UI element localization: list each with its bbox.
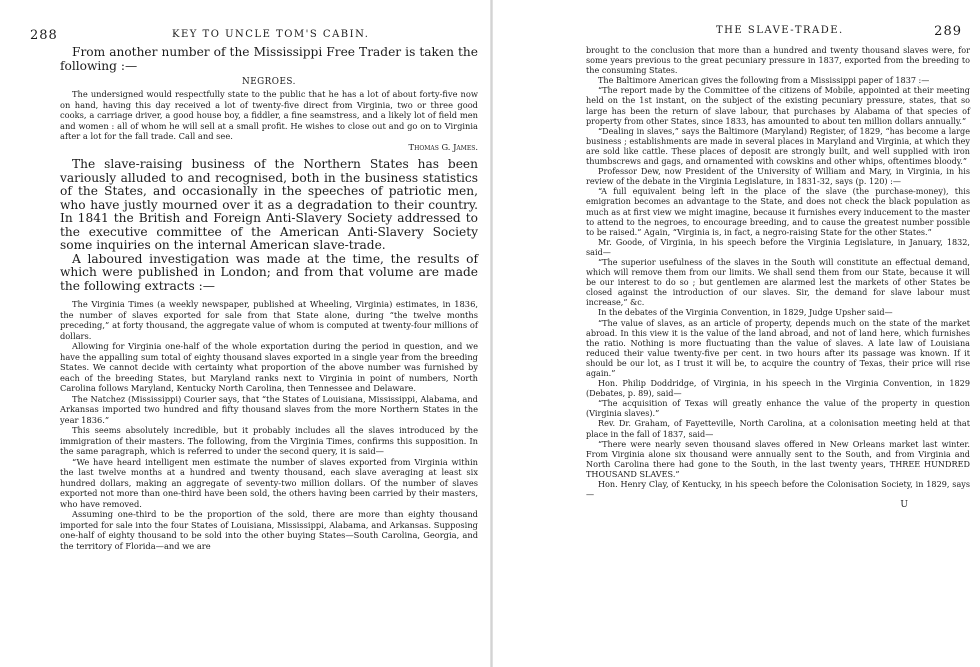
body-paragraph-2: A laboured investigation was made at the time, the results of which were published in London; and from that volume are made the following extracts :— <box>60 251 478 293</box>
right-paragraph-6: “A full equivalent being left in the place of the slave (the purchase-money), this emigration becomes an advantage to the State, and does not check the black population as much as at first view we might imagine, because it furnishes every inducement to the master to attend to the negroes, to encourage breeding, and to cause the greatest number possible to be raised.” Again, “Virginia is, in fact, a negro-raising State for the other States.” <box>586 186 970 237</box>
right-paragraph-8: “The superior usefulness of the slaves in the South will constitute an effectual demand, which will remove them from our limits. We shall send them from our State, because it will be our interest to do so ; but gentlemen are alarmed lest the markets of other States be closed against the introduction of our slaves. Sir, the demand for slave labour must increase,” &c. <box>586 256 970 308</box>
extract-1: The Virginia Times (a weekly newspaper, published at Wheeling, Virginia) estimates, in 1836, the number of slaves exported for sale from that State alone, during “the twelve months preceding,” at forty thousand, the aggregate value of whom is computed at twenty-four millions of dollars. <box>60 299 478 341</box>
extract-5: “We have heard intelligent men estimate the number of slaves exported from Virginia within the last twelve months at a hundred and twenty thousand, each slave averaging at least six hundred dollars, making an aggregate of seventy-two million dollars. Of the number of slaves exported not more than one-third have been sold, the others having been carried by their masters, who have removed. <box>60 456 478 509</box>
extract-3: The Natchez (Mississippi) Courier says, that “the States of Louisiana, Mississippi, Alabama, and Arkansas imported two hundred and fifty thousand slaves from the more Northern States in the year 1836.” <box>60 393 478 425</box>
body-paragraph-1: The slave-raising business of the Northern States has been variously alluded to and recognised, both in the business statistics of the States, and occasionally in the speeches of patriotic men, who have justly mourned over it as a degradation to their country. In 1841 the British and Foreign Anti-Slavery Society addressed to the executive committee of the American Anti-Slavery Society some inquiries on the internal American slave-trade. <box>60 157 478 252</box>
left-page-header <box>30 28 478 46</box>
right-paragraph-10: “The value of slaves, as an article of property, depends much on the state of the market abroad. In this view it is the value of the land abroad, and not of land here, which furnishes the ratio. Nothing is more fluctuating than the value of slaves. A late law of Louisiana reduced their value twenty-five per cent. in two hours after its passage was known. If it should be our lot, as I trust it will be, to acquire the country of Texas, their price will rise again.” <box>586 317 970 378</box>
right-paragraph-4: “Dealing in slaves,” says the Baltimore (Maryland) Register, of 1829, “has become a large business ; establishments are made in several places in Maryland and Virginia, at which they are sold like cattle. These places of deposit are strongly built, and well supplied with iron thumbscrews and gags, and ornamented with cowskins and other whips, oftentimes bloody.” <box>586 125 970 167</box>
ad-signature: Thomas G. James. <box>408 141 478 152</box>
right-page <box>492 0 980 667</box>
extract-2: Allowing for Virginia one-half of the whole exportation during the period in question, and we have the appalling sum total of eighty thousand slaves exported in a single year from the breeding States. We cannot decide with certainty what proportion of the above number was furnished by each of the breeding States, but Maryland ranks next to Virginia in point of numbers, North Carolina follows Maryland, Kentucky North Carolina, then Tennessee and Delaware. <box>60 341 478 393</box>
right-running-head: THE SLAVE-TRADE. <box>716 25 844 36</box>
right-paragraph-13: Rev. Dr. Graham, of Fayetteville, North Carolina, at a colonisation meeting held at that place in the fall of 1837, said— <box>586 418 970 439</box>
left-running-head: KEY TO UNCLE TOM'S CABIN. <box>172 29 370 40</box>
extract-6: Assuming one-third to be the proportion of the sold, there are more than eighty thousand imported for sale into the four States of Louisiana, Mississippi, Alabama, and Arkansas. Supposing one-half of eighty thousand to be sold into the other buying States—South Carolina, Georgia, and the territory of Florida—and we are <box>60 509 478 551</box>
right-paragraph-5: Professor Dew, now President of the University of William and Mary, in Virginia, in his review of the debate in the Virginia Legislature, in 1831-32, says (p. 120) :— <box>586 166 970 187</box>
signature-mark: U <box>900 500 908 511</box>
right-paragraph-15: Hon. Henry Clay, of Kentucky, in his speech before the Colonisation Society, in 1829, says— <box>586 479 970 500</box>
extract-4: This seems absolutely incredible, but it probably includes all the slaves introduced by the immigration of their masters. The following, from the Virginia Times, confirms this supposition. In the same paragraph, which is referred to under the second query, it is said— <box>60 425 478 456</box>
right-paragraph-3: “The report made by the Committee of the citizens of Mobile, appointed at their meeting held on the 1st instant, on the subject of the existing pecuniary pressure, states, that so large has been the return of slave labour, that purchases by Alabama of that species of property from other States, since 1833, has amounted to about ten million dollars annually.” <box>586 85 970 126</box>
right-paragraph-11: Hon. Philip Doddridge, of Virginia, in his speech in the Virginia Convention, in 1829 (Debates, p. 89), said— <box>586 378 970 399</box>
right-paragraph-1: brought to the conclusion that more than a hundred and twenty thousand slaves were, for some years previous to the great pecuniary pressure in 1837, exported from the breeding to the consuming States. <box>586 45 970 76</box>
right-paragraph-12: “The acquisition of Texas will greatly enhance the value of the property in question (Virginia slaves).” <box>586 398 970 419</box>
right-paragraph-7: Mr. Goode, of Virginia, in his speech before the Virginia Legislature, in January, 1832, said— <box>586 236 970 257</box>
right-page-header <box>586 24 970 42</box>
ad-heading: NEGROES. <box>242 77 296 87</box>
right-paragraph-2: The Baltimore American gives the following from a Mississippi paper of 1837 :— <box>598 75 930 86</box>
right-page-number: 289 <box>934 24 962 39</box>
ad-text: The undersigned would respectfully state to the public that he has a lot of about forty-five now on hand, having this day received a lot of twenty-five direct from Virginia, two or three good cooks, a carriage driver, a good house boy, a fiddler, a fine seamstress, and a likely lot of field men and women : all of whom he will sell at a small profit. He wishes to close out and go on to Virginia after a lot for the fall trade. Call and see. <box>60 89 478 141</box>
right-paragraph-9: In the debates of the Virginia Convention, in 1829, Judge Upsher said— <box>598 307 893 318</box>
left-page-number: 288 <box>30 28 58 43</box>
right-paragraph-14: “There were nearly seven thousand slaves offered in New Orleans market last winter. From Virginia alone six thousand were annually sent to the South, and from Virginia and North Carolina there had gone to the South, in the last twenty years, THREE HUNDRED THOUSAND SLAVES.” <box>586 438 970 479</box>
intro-paragraph: From another number of the Mississippi Free Trader is taken the following :— <box>60 45 478 73</box>
